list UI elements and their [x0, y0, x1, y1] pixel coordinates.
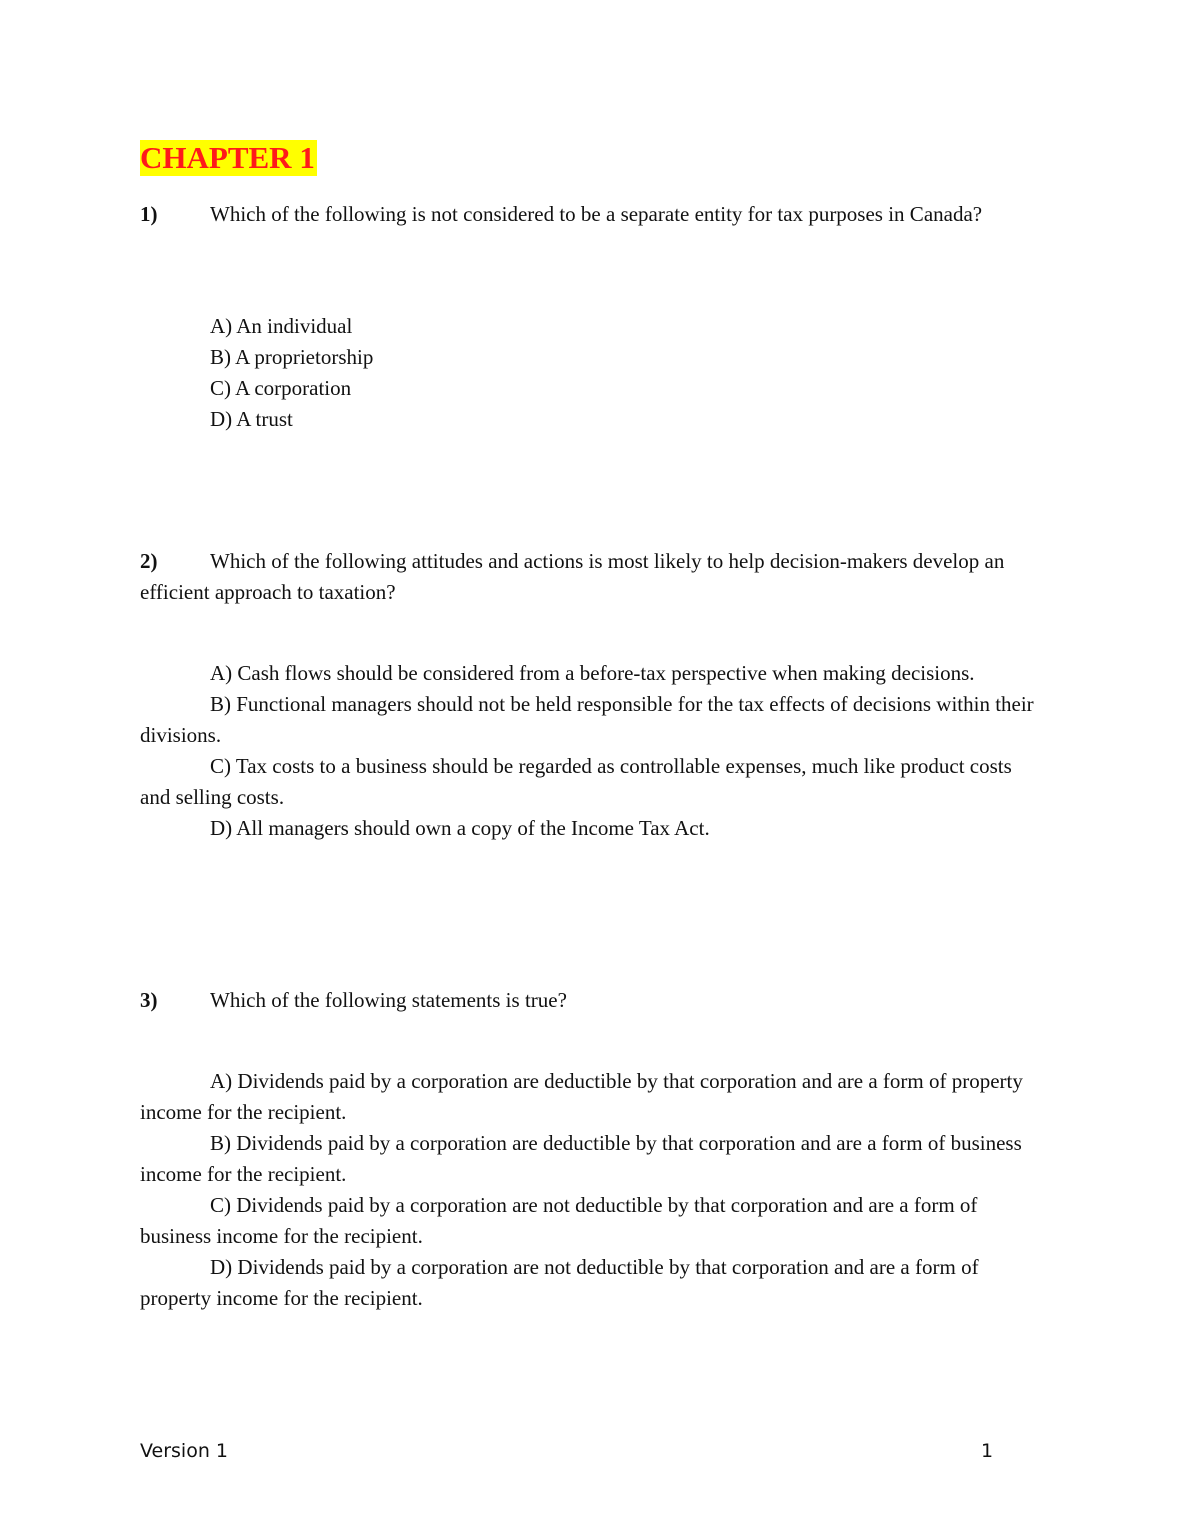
footer-page-number: 1: [981, 1440, 994, 1462]
question-number: 3): [140, 988, 158, 1012]
option-b: B) Functional managers should not be held responsible for the tax effects of decisions within their divisions.: [140, 692, 1034, 747]
chapter-heading: CHAPTER 1: [140, 140, 315, 175]
option-d: D) All managers should own a copy of the Income Tax Act.: [210, 816, 710, 840]
option-d: D) Dividends paid by a corporation are not deductible by that corporation and are a form of property income for the recipient.: [140, 1255, 979, 1310]
option-c: C) Dividends paid by a corporation are not deductible by that corporation and are a form of business income for the recipient.: [140, 1193, 978, 1248]
question-text: Which of the following statements is true?: [210, 988, 567, 1012]
option-c: C) Tax costs to a business should be regarded as controllable expenses, much like product costs and selling costs.: [140, 754, 1012, 809]
option-a: A) Dividends paid by a corporation are deductible by that corporation and are a form of property income for the recipient.: [140, 1069, 1023, 1124]
footer-version: Version 1: [140, 1440, 228, 1462]
question-3: [140, 985, 1040, 1016]
option-b: B) A proprietorship: [210, 345, 374, 369]
option-c: C) A corporation: [210, 376, 352, 400]
question-2: [140, 546, 1040, 608]
option-a: A) An individual: [210, 314, 353, 338]
question-2-options: [140, 658, 1045, 844]
question-1: [140, 199, 1040, 230]
question-number: 2): [140, 549, 158, 573]
question-text: Which of the following is not considered to be a separate entity for tax purposes in Canada?: [210, 202, 983, 226]
question-number: 1): [140, 202, 158, 226]
question-text: Which of the following attitudes and actions is most likely to help decision-makers develop an efficient approach to taxation?: [140, 549, 1005, 604]
question-3-options: [140, 1066, 1045, 1314]
question-1-options: [140, 311, 1045, 435]
option-b: B) Dividends paid by a corporation are deductible by that corporation and are a form of business income for the recipient.: [140, 1131, 1022, 1186]
option-a: A) Cash flows should be considered from a before-tax perspective when making decisions.: [210, 661, 975, 685]
option-d: D) A trust: [210, 407, 293, 431]
